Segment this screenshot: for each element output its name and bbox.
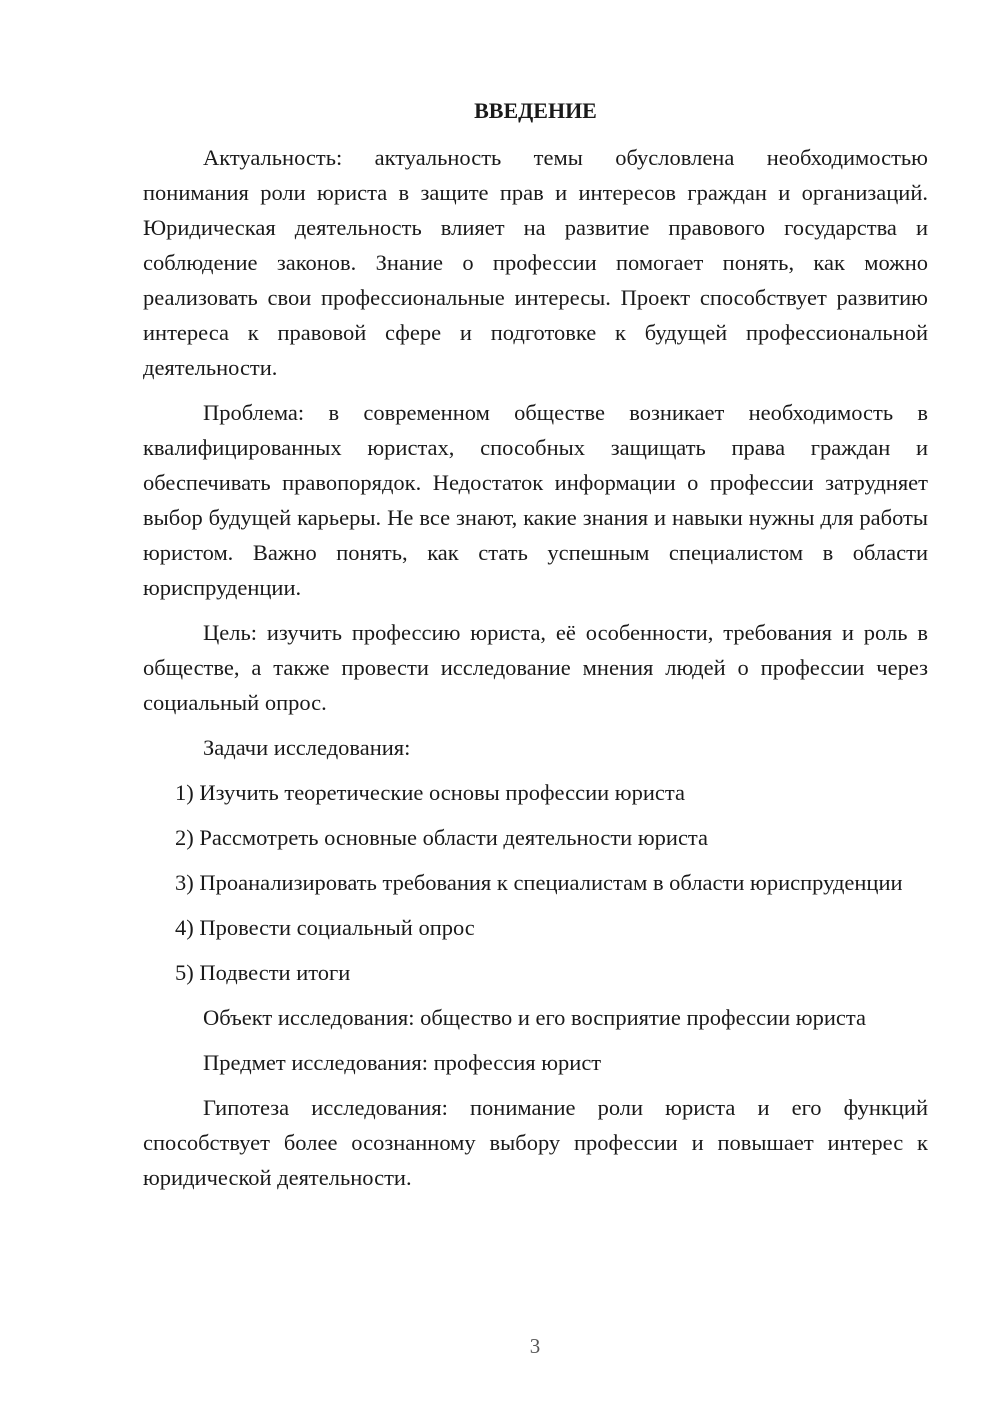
- problem-paragraph: Проблема: в современном обществе возникает необходимость в квалифицированных юристах, способных защищать права граждан и обеспечивать правопорядок. Недостаток информации о профессии затрудняет выбор будущей карьеры. Не все знают, какие знания и навыки нужны для работы юристом. Важно понять, как стать успешным специалистом в области юриспруденции.: [143, 400, 928, 600]
- relevance-paragraph: Актуальность: актуальность темы обусловлена необходимостью понимания роли юриста в защите прав и интересов граждан и организаций. Юридическая деятельность влияет на развитие правового государства и соблюдение законов. Знание о профессии помогает понять, как можно реализовать свои профессиональные интересы. Проект способствует развитию интереса к правовой сфере и подготовке к будущей профессиональной деятельности.: [143, 145, 928, 380]
- task-item: 4) Провести социальный опрос: [175, 915, 475, 940]
- task-item: 1) Изучить теоретические основы профессии юриста: [175, 780, 685, 805]
- task-item: 2) Рассмотреть основные области деятельности юриста: [175, 825, 709, 850]
- page-content: [143, 96, 928, 1205]
- object-paragraph: Объект исследования: общество и его восприятие профессии юриста: [203, 1005, 866, 1030]
- task-item: 5) Подвести итоги: [175, 960, 351, 985]
- task-item: 3) Проанализировать требования к специалистам в области юриспруденции: [175, 870, 903, 895]
- hypothesis-paragraph: Гипотеза исследования: понимание роли юриста и его функций способствует более осознанному выбору профессии и повышает интерес к юридической деятельности.: [143, 1095, 928, 1190]
- subject-paragraph: Предмет исследования: профессия юрист: [203, 1050, 602, 1075]
- goal-paragraph: Цель: изучить профессию юриста, её особенности, требования и роль в обществе, а также провести исследование мнения людей о профессии через социальный опрос.: [143, 620, 928, 715]
- tasks-header: Задачи исследования:: [203, 735, 411, 760]
- section-title: ВВЕДЕНИЕ: [474, 98, 597, 123]
- page-number: 3: [529, 1334, 541, 1358]
